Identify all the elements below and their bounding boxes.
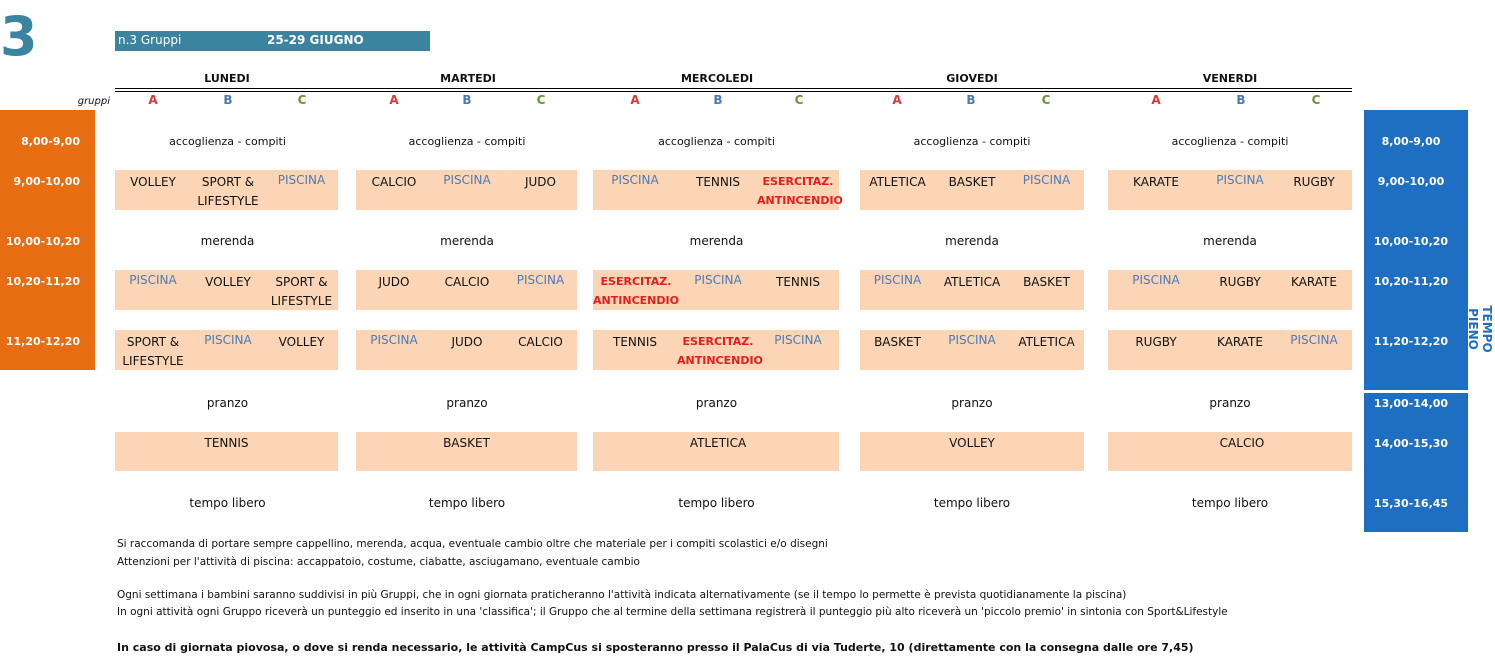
activity: SPORT & (126, 335, 180, 349)
activity-piscina: PISCINA (129, 273, 177, 287)
activity: BASKET (1023, 275, 1070, 289)
group-a: A (148, 93, 158, 107)
activity-box (115, 170, 338, 210)
accoglienza: accoglienza - compiti (658, 135, 775, 148)
merenda: merenda (689, 234, 744, 248)
activity: SPORT & (275, 275, 328, 289)
activity: ATLETICA (943, 275, 1001, 289)
activity: JUDO (378, 275, 410, 289)
note-line: Si raccomanda di portare sempre cappellino, merenda, acqua, eventuale cambio oltre che materiale per i compiti scolastici e/o disegni (117, 538, 828, 550)
group-a: A (892, 93, 902, 107)
pranzo: pranzo (206, 396, 249, 410)
merenda: merenda (945, 234, 999, 248)
activity-piscina: PISCINA (1216, 173, 1264, 187)
day-martedi: MARTEDI (440, 72, 496, 85)
afternoon-box (115, 432, 338, 471)
pranzo: pranzo (1209, 396, 1251, 410)
merenda: merenda (1203, 234, 1257, 248)
activity: VOLLEY (130, 175, 176, 189)
activity: TENNIS (612, 335, 658, 349)
activity: BASKET (874, 335, 921, 349)
activity-piscina: PISCINA (370, 333, 418, 347)
activity: VOLLEY (205, 275, 251, 289)
merenda: merenda (440, 234, 494, 248)
activity: ATLETICA (1018, 335, 1075, 349)
time-left: 10,20-11,20 (5, 275, 80, 288)
pranzo: pranzo (446, 396, 488, 410)
time-right: 10,20-11,20 (1373, 275, 1449, 288)
activity: RUGBY (1135, 335, 1177, 349)
activity-piscina: PISCINA (1290, 333, 1338, 347)
activity: CALCIO (371, 175, 417, 189)
activity-box (860, 330, 1084, 370)
time-right: 9,00-10,00 (1377, 175, 1445, 188)
activity: CALCIO (518, 335, 563, 349)
group-b: B (1236, 93, 1246, 107)
activity-piscina: PISCINA (516, 273, 565, 287)
group-b: B (223, 93, 233, 107)
activity-piscina: PISCINA (204, 333, 252, 347)
accoglienza: accoglienza - compiti (1171, 135, 1289, 148)
activity-antincendio: ANTINCENDIO (593, 294, 679, 307)
activity-box (593, 170, 843, 210)
afternoon-box (593, 432, 839, 471)
afternoon-activity: CALCIO (1219, 436, 1265, 450)
group-a: A (1151, 93, 1161, 107)
activity-antincendio: ANTINCENDIO (757, 194, 843, 207)
tempo-libero: tempo libero (1191, 496, 1269, 510)
date-range: 25-29 GIUGNO (267, 33, 364, 47)
activity-box (860, 270, 1084, 310)
activity-box (860, 170, 1084, 210)
activity-esercitazione: ESERCITAZ. (762, 175, 834, 188)
right-time-bar-afternoon (1364, 393, 1468, 532)
activity: ATLETICA (869, 175, 926, 189)
accoglienza: accoglienza - compiti (408, 135, 526, 148)
time-left: 10,00-10,20 (5, 235, 80, 248)
time-left: 9,00-10,00 (13, 175, 80, 188)
time-right: 15,30-16,45 (1373, 497, 1449, 510)
time-right: 10,00-10,20 (1373, 235, 1449, 248)
merenda: merenda (200, 234, 255, 248)
tempo-libero: tempo libero (933, 496, 1011, 510)
right-time-bar-morning (1364, 110, 1468, 390)
activity-piscina: PISCINA (1132, 273, 1180, 287)
activity-box (593, 330, 839, 370)
activity-piscina: PISCINA (774, 333, 822, 347)
activity-box (356, 330, 577, 370)
activity: RUGBY (1293, 175, 1335, 189)
header-band (115, 31, 430, 51)
group-c: C (297, 93, 307, 107)
activity-piscina: PISCINA (948, 333, 996, 347)
activity-box (356, 170, 577, 210)
time-right: 11,20-12,20 (1373, 335, 1449, 348)
gruppi-label: gruppi (77, 96, 110, 107)
day-mercoledi: MERCOLEDI (680, 72, 754, 85)
group-c: C (1311, 93, 1321, 107)
group-b: B (966, 93, 976, 107)
activity-piscina: PISCINA (443, 173, 491, 187)
activity: VOLLEY (278, 335, 325, 349)
header-rule-2 (115, 91, 1352, 92)
activity-box (1108, 270, 1352, 310)
activity-piscina: PISCINA (611, 173, 659, 187)
activity: SPORT & (201, 175, 255, 189)
activity-box (115, 270, 338, 310)
afternoon-activity: TENNIS (204, 436, 249, 450)
activity-esercitazione: ESERCITAZ. (600, 275, 672, 288)
day-lunedi: LUNEDI (204, 72, 250, 85)
tempo-pieno-label: TEMPO PIENO (1466, 305, 1494, 353)
activity: CALCIO (444, 275, 490, 289)
header-rule (115, 88, 1352, 89)
activity: BASKET (948, 175, 996, 189)
group-a: A (389, 93, 399, 107)
week-number: 3 (0, 5, 38, 68)
activity-box (356, 270, 577, 310)
afternoon-activity: BASKET (443, 436, 490, 450)
activity: TENNIS (695, 175, 741, 189)
activity: TENNIS (775, 275, 821, 289)
activity: KARATE (1217, 335, 1263, 349)
activity-piscina: PISCINA (873, 273, 922, 287)
tempo-libero: tempo libero (428, 496, 506, 510)
afternoon-box (1108, 432, 1352, 471)
activity: RUGBY (1219, 275, 1261, 289)
activity-piscina: PISCINA (694, 273, 742, 287)
activity: LIFESTYLE (197, 194, 259, 208)
activity: LIFESTYLE (122, 354, 184, 368)
tempo-libero: tempo libero (678, 496, 755, 510)
pranzo: pranzo (695, 396, 738, 410)
activity-antincendio: ANTINCENDIO (677, 354, 763, 367)
note-line: Ogni settimana i bambini saranno suddivisi in più Gruppi, che in ogni giornata praticheranno l'attività indicata alternativamente (se il tempo lo permette è prevista quotidianamente la piscina) (117, 589, 1127, 601)
group-c: C (536, 93, 546, 107)
group-c: C (1041, 93, 1051, 107)
rain-note: In caso di giornata piovosa, o dove si renda necessario, le attività CampCus si sposteranno presso il PalaCus di via Tuderte, 10 (direttamente con la consegna dalle ore 7,45) (117, 641, 1194, 654)
activity-box (115, 330, 338, 370)
activity: JUDO (451, 335, 483, 349)
day-venerdi: VENERDI (1202, 72, 1258, 85)
time-right: 13,00-14,00 (1373, 397, 1449, 410)
activity-box (1108, 170, 1352, 210)
activity-piscina: PISCINA (277, 173, 326, 187)
group-a: A (630, 93, 640, 107)
activity-piscina: PISCINA (1022, 173, 1071, 187)
day-giovedi: GIOVEDI (946, 72, 998, 85)
group-b: B (462, 93, 472, 107)
activity: KARATE (1133, 175, 1179, 189)
accoglienza: accoglienza - compiti (913, 135, 1031, 148)
pranzo: pranzo (951, 396, 993, 410)
note-line: Attenzioni per l'attività di piscina: accappatoio, costume, ciabatte, asciugamano, eventuale cambio (117, 556, 640, 568)
activity: LIFESTYLE (270, 294, 333, 308)
afternoon-box (356, 432, 577, 471)
group-c: C (794, 93, 804, 107)
time-left: 11,20-12,20 (5, 335, 80, 348)
time-right: 8,00-9,00 (1381, 135, 1441, 148)
activity-box (593, 270, 839, 310)
note-line: In ogni attività ogni Gruppo riceverà un punteggio ed inserito in una 'classifica'; il Gruppo che al termine della settimana registrerà il punteggio più alto riceverà un 'piccolo premio' in sintonia con Sport&Lifestyle (117, 606, 1228, 618)
activity: JUDO (524, 175, 556, 189)
accoglienza: accoglienza - compiti (169, 135, 286, 148)
afternoon-activity: VOLLEY (949, 436, 995, 450)
afternoon-box (860, 432, 1084, 471)
groups-count: n.3 Gruppi (118, 33, 182, 47)
activity: KARATE (1291, 275, 1337, 289)
afternoon-activity: ATLETICA (689, 436, 747, 450)
group-b: B (713, 93, 723, 107)
time-right: 14,00-15,30 (1373, 437, 1449, 450)
time-left: 8,00-9,00 (21, 135, 80, 148)
tempo-libero: tempo libero (189, 496, 266, 510)
activity-esercitazione: ESERCITAZ. (682, 335, 754, 348)
activity-box (1108, 330, 1352, 370)
